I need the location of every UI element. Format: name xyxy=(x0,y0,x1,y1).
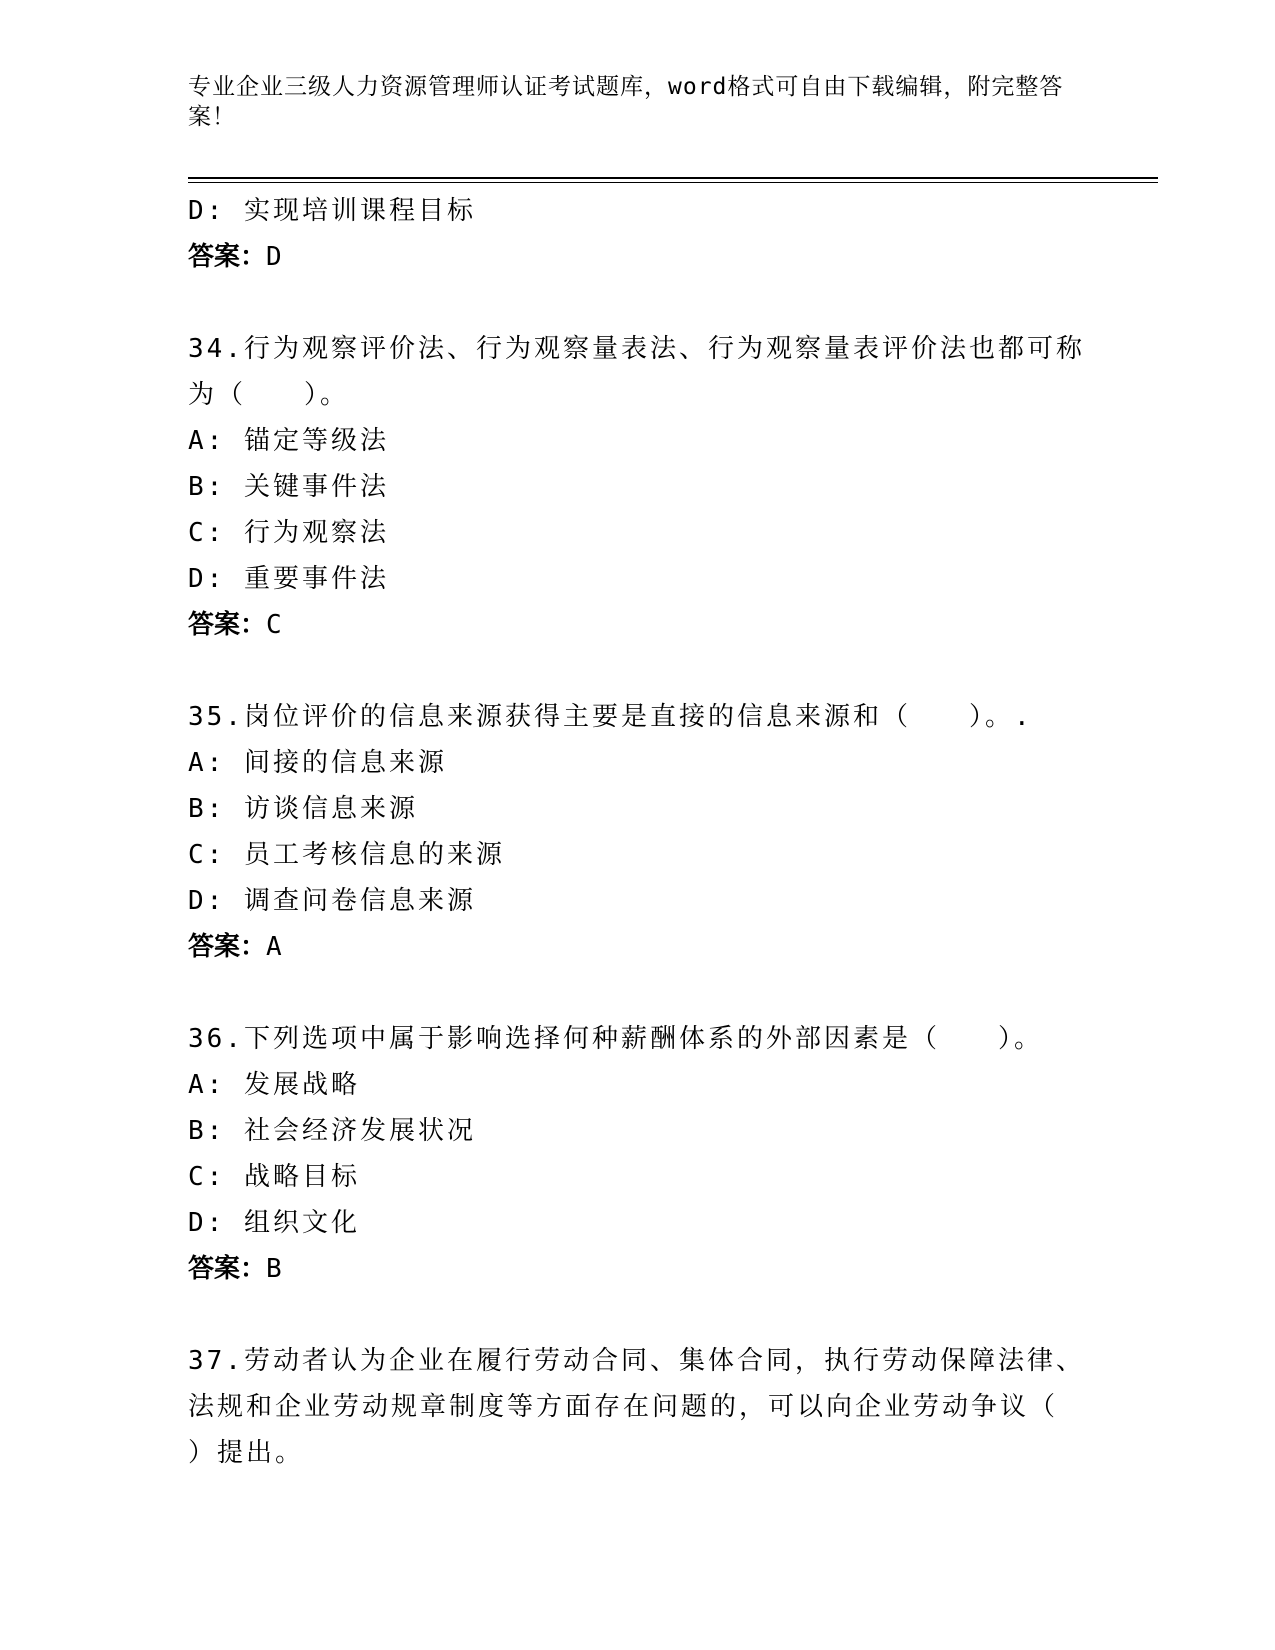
spacer xyxy=(188,1292,1088,1338)
option-d: D: 重要事件法 xyxy=(188,564,389,594)
answer-line xyxy=(188,1246,1088,1292)
question-36-line-1: 36.下列选项中属于影响选择何种薪酬体系的外部因素是（ ）。 xyxy=(188,1024,1043,1054)
answer-line xyxy=(188,234,1088,280)
option-c: C: 战略目标 xyxy=(188,1162,360,1192)
option-a: A: 锚定等级法 xyxy=(188,426,389,456)
option-d: D: 组织文化 xyxy=(188,1208,360,1238)
option-d: D: 实现培训课程目标 xyxy=(188,196,476,226)
question-37-line-3: ）提出。 xyxy=(188,1438,305,1468)
spacer xyxy=(188,280,1088,326)
answer-line xyxy=(188,924,1088,970)
answer-label: 答案： xyxy=(188,242,267,272)
option-b: B: 社会经济发展状况 xyxy=(188,1116,476,1146)
document-header: 专业企业三级人力资源管理师认证考试题库，word格式可自由下载编辑，附完整答案！ xyxy=(188,74,1064,130)
answer-value: B xyxy=(266,1254,282,1284)
answer-line xyxy=(188,602,1088,648)
option-b: B: 关键事件法 xyxy=(188,472,389,502)
question-34-line-1: 34.行为观察评价法、行为观察量表法、行为观察量表评价法也都可称 xyxy=(188,334,1085,364)
answer-value: A xyxy=(266,932,282,962)
question-content xyxy=(188,188,1088,1476)
question-37-line-2: 法规和企业劳动规章制度等方面存在问题的，可以向企业劳动争议（ xyxy=(188,1392,1059,1422)
spacer xyxy=(188,648,1088,694)
question-34-line-2: 为（ ）。 xyxy=(188,380,350,410)
option-b: B: 访谈信息来源 xyxy=(188,794,418,824)
option-c: C: 行为观察法 xyxy=(188,518,389,548)
option-a: A: 发展战略 xyxy=(188,1070,360,1100)
question-37-line-1: 37.劳动者认为企业在履行劳动合同、集体合同，执行劳动保障法律、 xyxy=(188,1346,1085,1376)
answer-value: C xyxy=(266,610,282,640)
option-a: A: 间接的信息来源 xyxy=(188,748,447,778)
header-divider-thick xyxy=(188,177,1158,179)
header-divider-thin xyxy=(188,182,1158,183)
answer-label: 答案： xyxy=(188,1254,267,1284)
answer-label: 答案： xyxy=(188,610,267,640)
question-35-line-1: 35.岗位评价的信息来源获得主要是直接的信息来源和（ ）。. xyxy=(188,702,1033,732)
option-d: D: 调查问卷信息来源 xyxy=(188,886,476,916)
answer-value: D xyxy=(266,242,282,272)
option-c: C: 员工考核信息的来源 xyxy=(188,840,505,870)
answer-label: 答案： xyxy=(188,932,267,962)
spacer xyxy=(188,970,1088,1016)
